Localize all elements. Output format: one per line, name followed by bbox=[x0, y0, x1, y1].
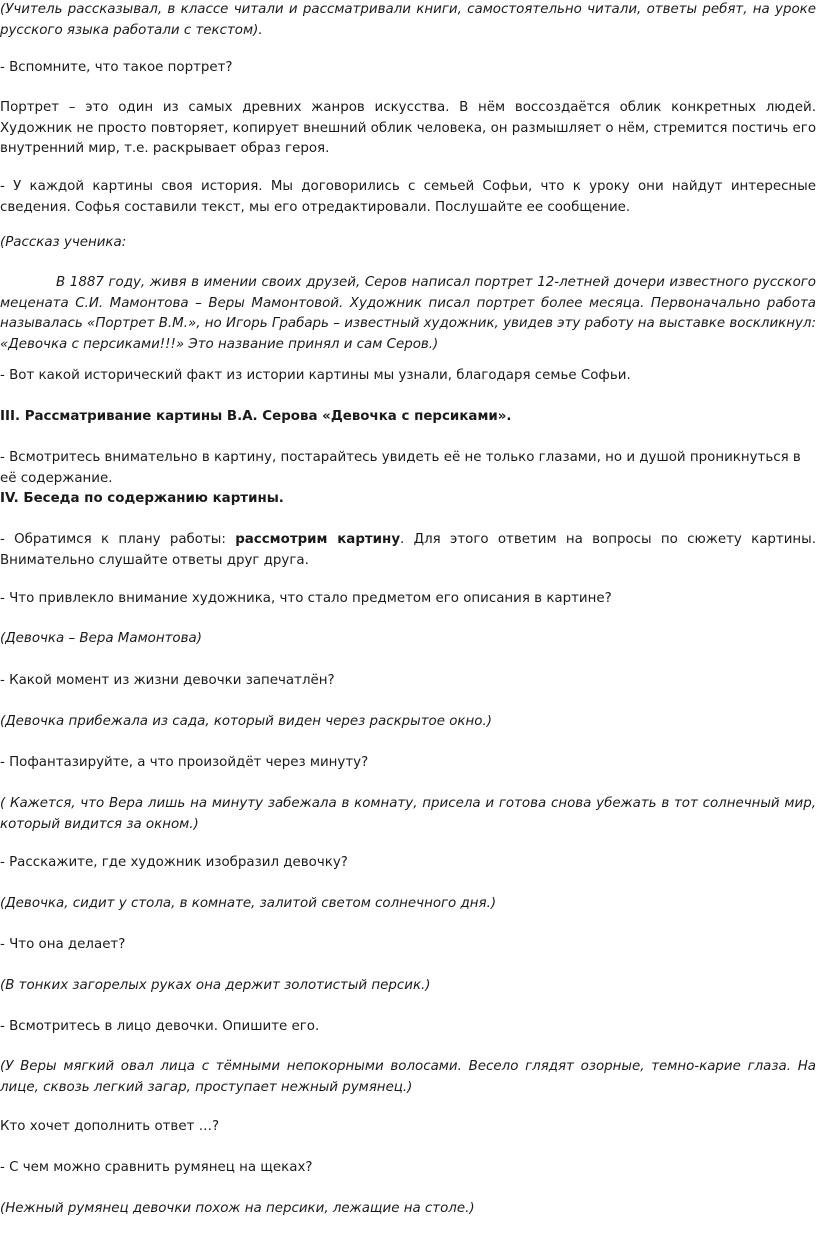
look-closely-paragraph: - Всмотритесь внимательно в картину, постарайтесь увидеть её не только глазами, но и душой проникнуться в её содержание. bbox=[0, 450, 801, 486]
answer-next-minute: ( Кажется, что Вера лишь на минуту забежала в комнату, присела и готова снова убежать в тот солнечный мир, который видится за окном.) bbox=[0, 796, 816, 832]
student-story-paragraph: В 1887 году, живя в имении своих друзей, Серов написал портрет 12-летней дочери известного русского мецената С.И. Мамонтова – Веры Мамонтовой. Художник писал портрет более месяца. Первоначально работа называлась «Портрет В.М.», но Игорь Грабарь – известный художник, увидев эту работу на выставке воскликнул: «Девочка с персиками!!!» Это название принял и сам Серов.) bbox=[0, 275, 816, 352]
answer-blush: (Нежный румянец девочки похож на персики, лежащие на столе.) bbox=[0, 1201, 475, 1216]
answer-what-doing: (В тонких загорелых руках она держит золотистый персик.) bbox=[0, 978, 431, 993]
answer-moment: (Девочка прибежала из сада, который виден через раскрытое окно.) bbox=[0, 714, 492, 729]
historical-fact-paragraph: - Вот какой исторический факт из истории картины мы узнали, благодаря семье Софьи. bbox=[0, 368, 631, 383]
teacher-note-paragraph: (Учитель рассказывал, в классе читали и рассматривали книги, самостоятельно читали, ответы ребят, на уроке русского языка работали с текстом). bbox=[0, 2, 816, 38]
work-plan-paragraph bbox=[0, 530, 816, 571]
question-next-minute: - Пофантазируйте, а что произойдёт через минуту? bbox=[0, 755, 369, 770]
question-portrait: - Вспомните, что такое портрет? bbox=[0, 60, 233, 75]
question-what-doing: - Что она делает? bbox=[0, 937, 126, 952]
question-subject: - Что привлекло внимание художника, что стало предметом его описания в картине? bbox=[0, 591, 612, 606]
question-blush: - С чем можно сравнить румянец на щеках? bbox=[0, 1160, 313, 1175]
work-plan-emphasis: рассмотрим картину bbox=[235, 532, 401, 547]
question-where: - Расскажите, где художник изобразил девочку? bbox=[0, 855, 348, 870]
question-face: - Всмотритесь в лицо девочки. Опишите его. bbox=[0, 1019, 320, 1034]
work-plan-text-end: . Для этого ответим на вопросы по сюжету картины. Внимательно слушайте ответы друг друга. bbox=[0, 532, 816, 568]
answer-where: (Девочка, сидит у стола, в комнате, залитой светом солнечного дня.) bbox=[0, 896, 497, 911]
painting-history-paragraph: - У каждой картины своя история. Мы договорились с семьей Софьи, что к уроку они найдут интересные сведения. Софья составили текст, мы его отредактировали. Послушайте ее сообщение. bbox=[0, 179, 816, 215]
section-heading-iii: III. Рассматривание картины В.А. Серова «Девочка с персиками». bbox=[0, 409, 512, 424]
answer-face: (У Веры мягкий овал лица с тёмными непокорными волосами. Весело глядят озорные, темно-карие глаза. На лице, сквозь легкий загар, проступает нежный румянец.) bbox=[0, 1059, 816, 1095]
work-plan-text-start: - Обратимся к плану работы: bbox=[0, 532, 236, 547]
answer-subject: (Девочка – Вера Мамонтова) bbox=[0, 631, 202, 646]
question-moment: - Какой момент из жизни девочки запечатлён? bbox=[0, 673, 335, 688]
student-story-label: (Рассказ ученика: bbox=[0, 235, 127, 250]
portrait-definition-paragraph: Портрет – это один из самых древних жанров искусства. В нём воссоздаётся облик конкретных людей. Художник не просто повторяет, копирует внешний облик человека, он размышляет о нём, стремится постичь его внутренний мир, т.е. раскрывает образ героя. bbox=[0, 100, 816, 156]
prompt-add-answer: Кто хочет дополнить ответ …? bbox=[0, 1119, 220, 1134]
section-heading-iv: IV. Беседа по содержанию картины. bbox=[0, 491, 284, 506]
